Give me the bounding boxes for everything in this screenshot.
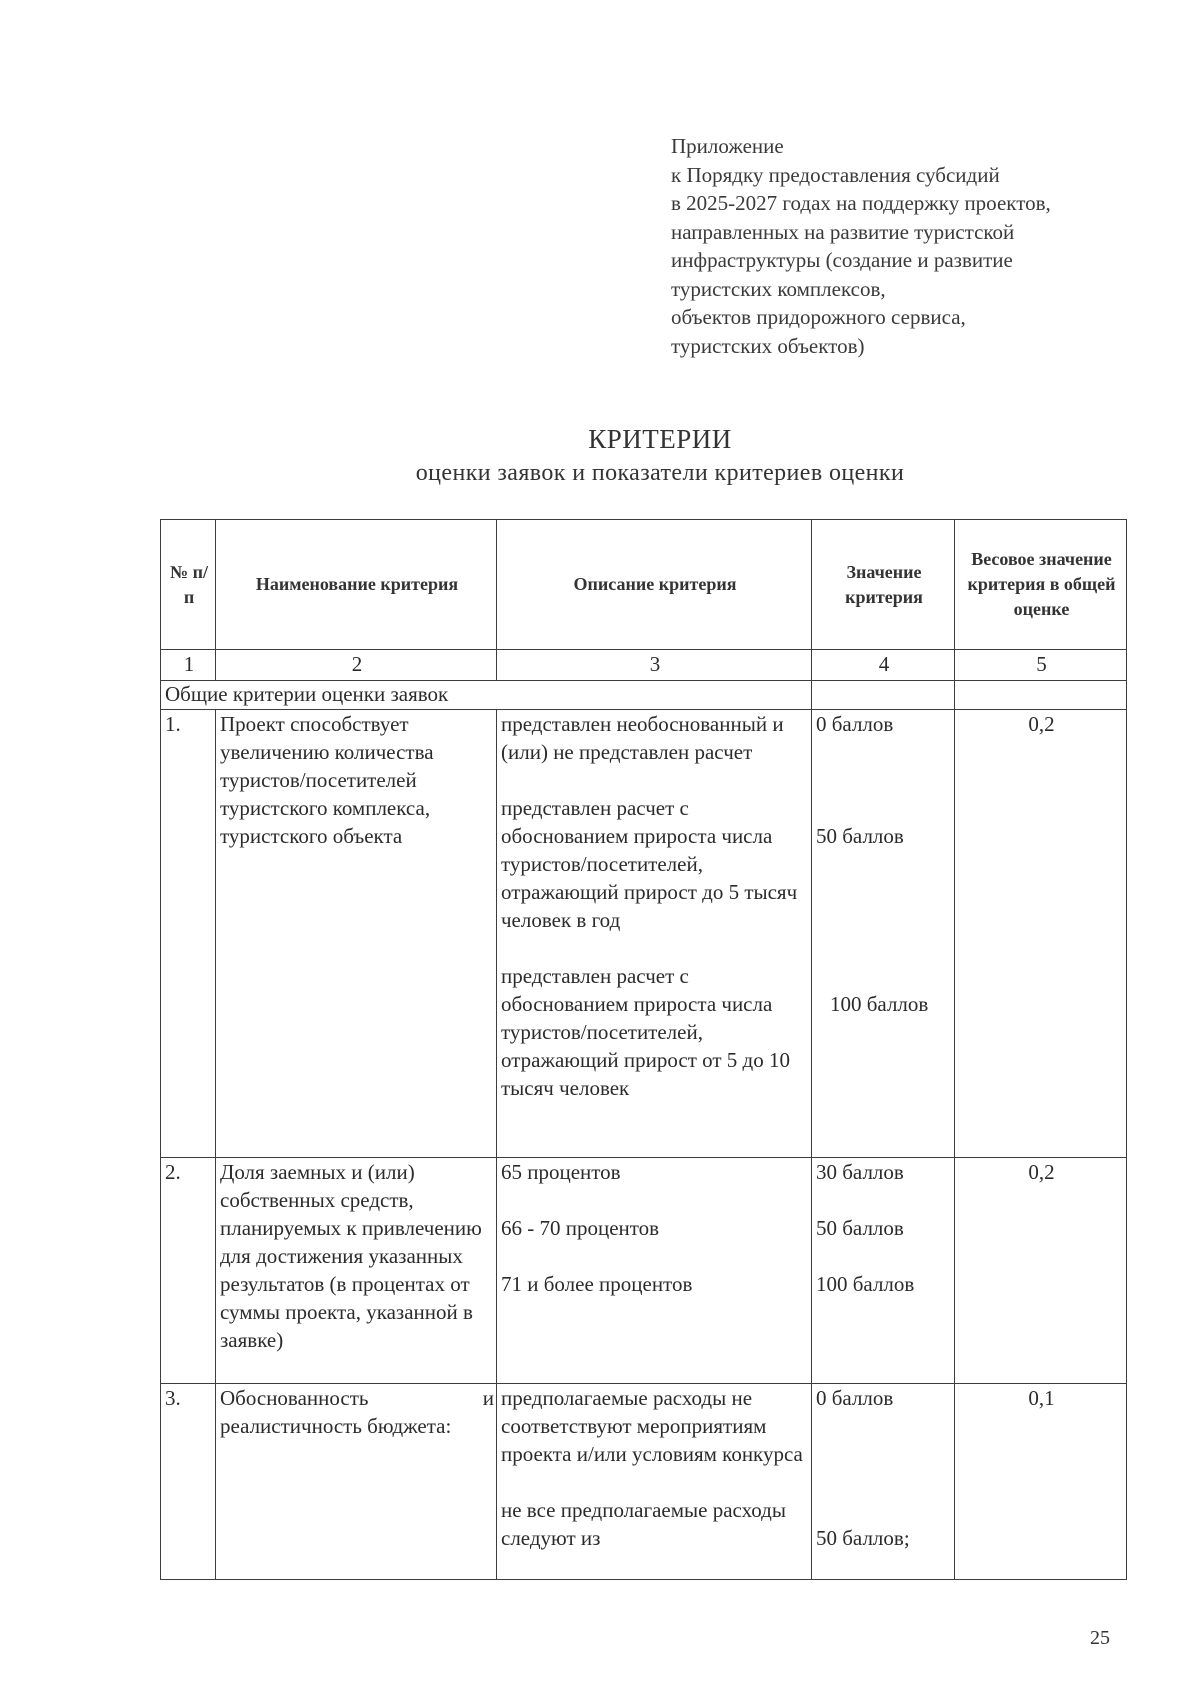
criterion-values [812, 710, 955, 1158]
appendix-block [671, 132, 1151, 360]
criterion-description: не все предполагаемые расходы следуют из [501, 1498, 786, 1550]
section-title: Общие критерии оценки заявок [161, 681, 812, 710]
column-index: 1 [161, 650, 216, 681]
row-number: 2. [161, 1158, 216, 1384]
column-index: 4 [812, 650, 955, 681]
criterion-value: 0 баллов [816, 712, 894, 736]
column-index-row [161, 650, 1127, 681]
criterion-descriptions [497, 1158, 812, 1384]
table-row [161, 1384, 1127, 1580]
page-number: 25 [1090, 1627, 1110, 1649]
criterion-description: предполагаемые расходы не соответствуют мероприятиям проекта и/или условиям конкурса [501, 1386, 803, 1466]
document-title: КРИТЕРИИ [588, 424, 732, 454]
column-index: 5 [955, 650, 1127, 681]
criterion-name [216, 1384, 497, 1580]
criterion-weight: 0,2 [955, 710, 1127, 1158]
document-subtitle: оценки заявок и показатели критериев оценки [415, 460, 905, 486]
criterion-value: 30 баллов [816, 1160, 904, 1184]
table-row [161, 1158, 1127, 1384]
row-number: 3. [161, 1384, 216, 1580]
criterion-description: 65 процентов [501, 1160, 621, 1184]
criterion-description: представлен необоснованный и (или) не представлен расчет [501, 712, 784, 764]
appendix-line: Приложение [671, 134, 784, 158]
criterion-name-part: реалистичность бюджета: [220, 1414, 452, 1438]
header-name: Наименование критерия [216, 520, 497, 650]
header-description: Описание критерия [497, 520, 812, 650]
criterion-description: представлен расчет с обоснованием прироста числа туристов/посетителей, отражающий прирост до 5 тысяч человек в год [501, 796, 798, 932]
criterion-descriptions [497, 1384, 812, 1580]
criterion-name-part: Обоснованность [220, 1386, 369, 1410]
appendix-line: туристских комплексов, [671, 276, 886, 301]
criteria-table [160, 519, 1127, 1580]
criterion-value: 100 баллов [830, 992, 929, 1016]
criterion-values [812, 1158, 955, 1384]
criterion-value: 50 баллов [816, 1216, 904, 1240]
appendix-line: объектов придорожного сервиса, [671, 305, 966, 329]
row-number: 1. [161, 710, 216, 1158]
criterion-description: представлен расчет с обоснованием прироста числа туристов/посетителей, отражающий прирост от 5 до 10 тысяч человек [501, 964, 790, 1100]
criterion-value: 0 баллов [816, 1386, 894, 1410]
appendix-line: туристских объектов) [671, 333, 865, 358]
empty-cell [955, 681, 1127, 710]
criterion-weight: 0,2 [955, 1158, 1127, 1384]
column-index: 2 [216, 650, 497, 681]
appendix-line: в 2025-2027 годах на поддержку проектов, [671, 191, 1051, 215]
appendix-line: к Порядку предоставления субсидий [671, 162, 1000, 187]
empty-cell [812, 681, 955, 710]
criterion-value: 50 баллов [816, 824, 904, 848]
section-row [161, 681, 1127, 710]
criterion-values [812, 1384, 955, 1580]
header-weight: Весовое значение критерия в общей оценке [955, 520, 1127, 650]
table-row [161, 710, 1127, 1158]
criterion-name: Проект способствует увеличению количества туристов/посетителей туристского комплекса, туристского объекта [216, 710, 497, 1158]
criterion-description: 71 и более процентов [501, 1272, 693, 1296]
appendix-line: направленных на развитие туристской [671, 219, 1015, 244]
criterion-name-part: и [482, 1386, 494, 1410]
criterion-value: 100 баллов [816, 1272, 915, 1296]
criterion-description: 66 - 70 процентов [501, 1216, 660, 1240]
criterion-name: Доля заемных и (или) собственных средств, планируемых к привлечению для достижения указанных результатов (в процентах от суммы проекта, указанной в заявке) [216, 1158, 497, 1384]
appendix-line: инфраструктуры (создание и развитие [671, 248, 1013, 272]
criterion-descriptions [497, 710, 812, 1158]
criterion-value: 50 баллов; [816, 1526, 910, 1550]
criterion-weight: 0,1 [955, 1384, 1127, 1580]
header-value: Значение критерия [812, 520, 955, 650]
header-num: № п/п [161, 520, 216, 650]
column-index: 3 [497, 650, 812, 681]
table-header-row [161, 520, 1127, 650]
